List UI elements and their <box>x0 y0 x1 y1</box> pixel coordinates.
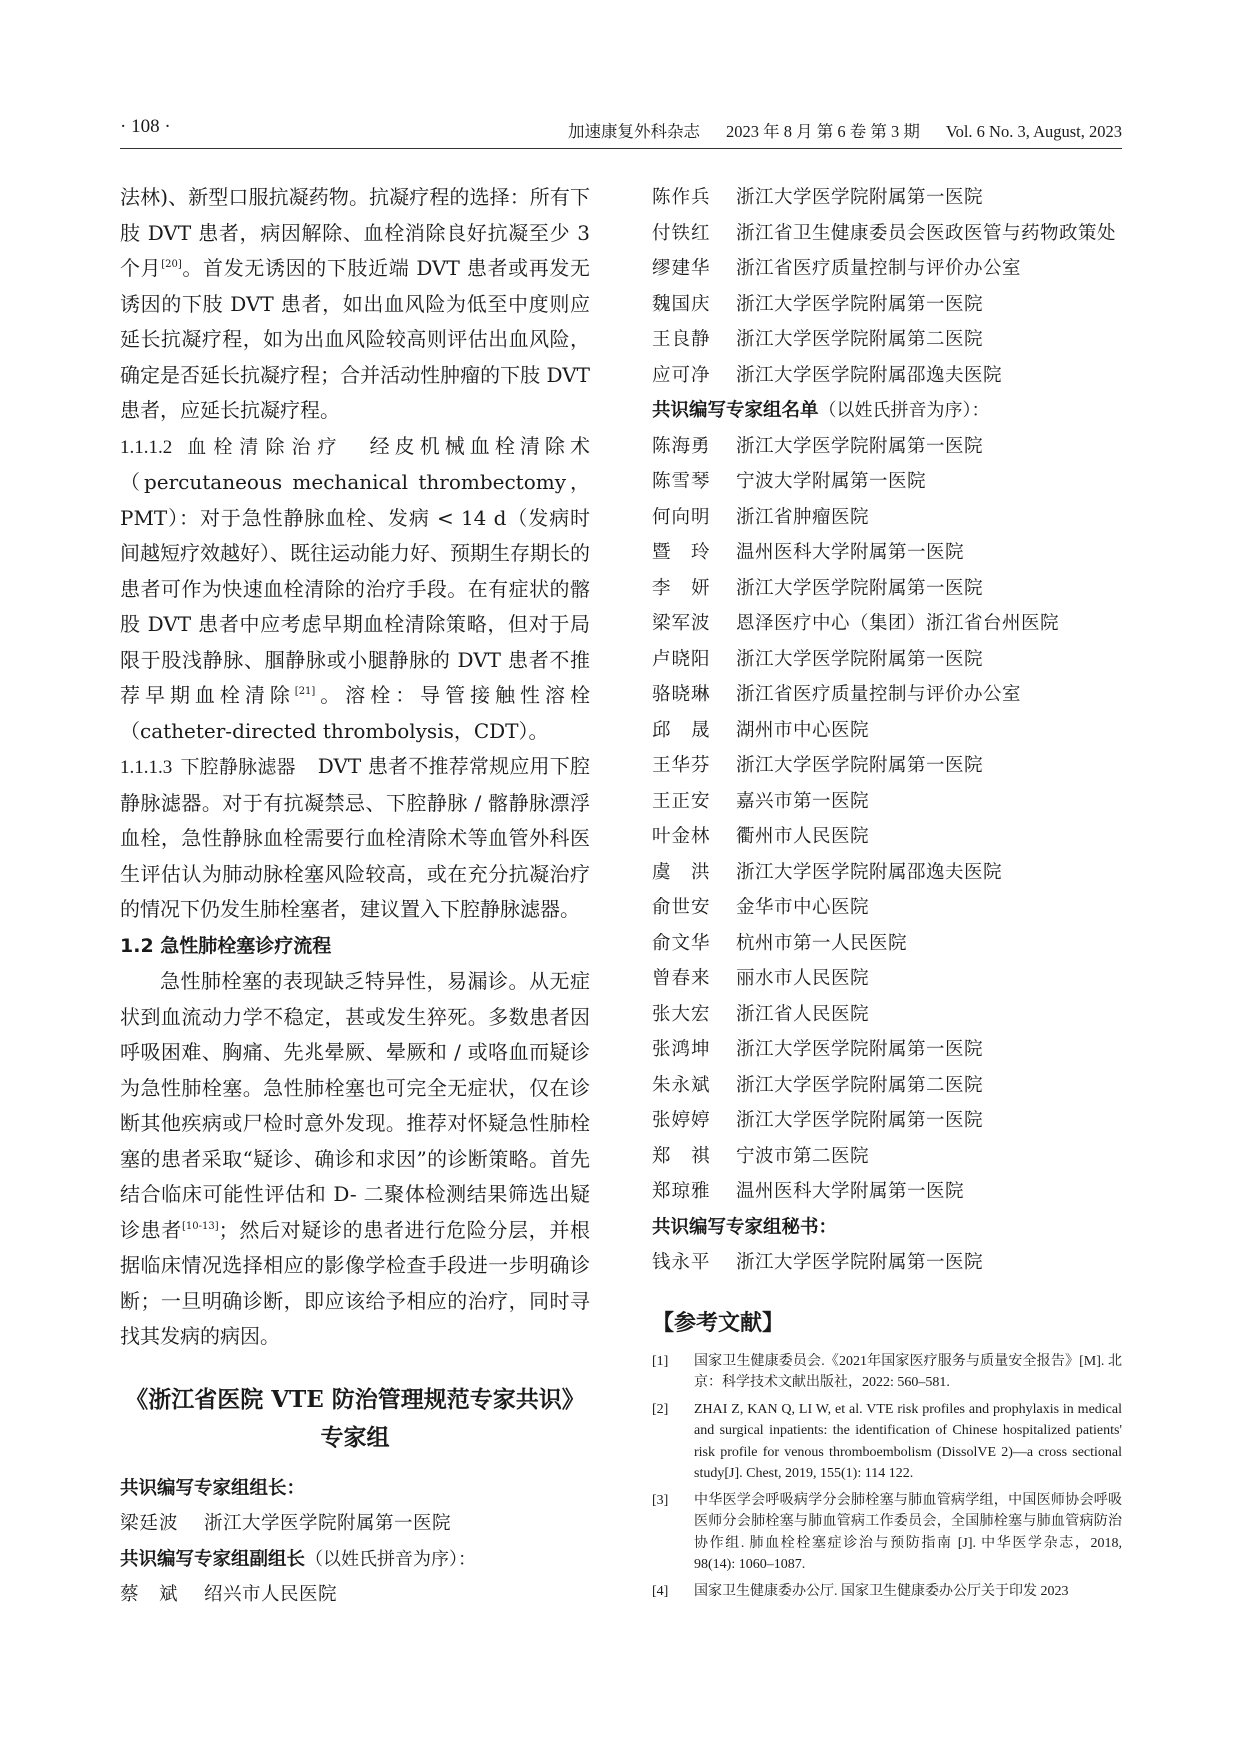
member-name: 郑琼雅 <box>652 1181 711 1202</box>
member-name: 俞文华 <box>652 932 711 954</box>
member-name: 王良静 <box>652 329 711 350</box>
member-organization: 浙江大学医学院附属邵逸夫医院 <box>736 861 1003 883</box>
member-row <box>652 748 1122 784</box>
member-organization: 浙江省医疗质量控制与评价办公室 <box>736 684 1022 705</box>
member-name: 骆晓琳 <box>652 684 711 705</box>
member-row <box>652 1032 1122 1068</box>
vice-leader-label: 共识编写专家组副组长（以姓氏拼音为序）： <box>120 1548 477 1570</box>
member-organization: 浙江大学医学院附属第一医院 <box>736 293 984 315</box>
member-row <box>652 464 1122 500</box>
section-title: 血栓清除治疗 <box>182 435 344 458</box>
member-organization: 浙江省人民医院 <box>736 1003 870 1025</box>
citation: [10-13] <box>182 1220 219 1232</box>
member-row <box>652 855 1122 891</box>
member-organization: 浙江大学医学院附属第一医院 <box>736 435 984 457</box>
member-name: 缪建华 <box>652 258 711 279</box>
member-name: 陈作兵 <box>652 187 711 208</box>
citation: [20] <box>161 259 182 270</box>
member-row <box>652 287 1122 323</box>
member-organization: 浙江大学医学院附属第二医院 <box>736 329 984 350</box>
section-1113: 1.1.1.3 下腔静脉滤器 DVT 患者不推荐常规应用下腔静脉滤器。对于有抗凝禁忌、下腔静脉 / 髂静脉漂浮血栓，急性静脉血栓需要行血栓清除术等血管外科医生评估认为肺动脉栓塞风险较高，或在充分抗凝治疗的情况下仍发生肺栓塞者，建议置入下腔静脉滤器。 <box>120 754 590 921</box>
member-organization: 浙江大学医学院附属第一医院 <box>736 1110 984 1131</box>
member-row <box>652 784 1122 820</box>
secretary-label: 共识编写专家组秘书： <box>652 1216 838 1238</box>
reference-text: 国家卫生健康委办公厅. 国家卫生健康委办公厅关于印发 2023 <box>694 1583 1069 1599</box>
member-organization: 恩泽医疗中心（集团）浙江省台州医院 <box>736 613 1060 634</box>
member-organization: 湖州市中心医院 <box>736 719 870 741</box>
member-row <box>652 890 1122 926</box>
left-column <box>120 180 590 1613</box>
member-organization: 浙江大学医学院附属第一医院 <box>736 648 984 670</box>
member-organization: 浙江大学医学院附属第一医院 <box>736 577 984 599</box>
member-name: 朱永斌 <box>652 1074 711 1096</box>
member-list <box>652 429 1122 1210</box>
right-column <box>652 180 1122 1607</box>
member-name: 应可净 <box>652 364 711 386</box>
section-1112: 1.1.1.2 血栓清除治疗 经皮机械血栓清除术（percutaneous mechanical thrombectomy，PMT）：对于急性静脉血栓、发病 < 14 d（发病时间越短疗效越好）、既往运动能力好、预期生存期长的患者可作为快速血栓清除的治疗手段。在有症状的髂股 DVT 患者中应考虑早期血栓清除策略，但对于局限于股浅静脉、腘静脉或小腿静脉的 DVT 患者不推荐早期血栓清除[21]。溶栓：导管接触性溶栓（catheter-directed thrombolysis，CDT）。 <box>120 433 591 743</box>
member-organization: 浙江大学医学院附属第一医院 <box>736 1039 984 1060</box>
member-row <box>652 571 1122 607</box>
paragraph-anticoagulation: 法林)、新型口服抗凝药物。抗凝疗程的选择：所有下肢 DVT 患者，病因解除、血栓消除良好抗凝至少 3 个月[20]。首发无诱因的下肢近端 DVT 患者或再发无诱因的下肢 DVT 患者，如出血风险为低至中度则应延长抗凝疗程，如为出血风险较高则评估出血风险，确定是否延长抗凝疗程；合并活动性肿瘤的下肢 DVT 患者，应延长抗凝疗程。 <box>120 185 590 422</box>
member-row <box>652 1174 1122 1210</box>
member-name: 王正安 <box>652 790 711 812</box>
member-row <box>652 251 1122 287</box>
member-name: 付铁红 <box>652 222 711 244</box>
member-row <box>652 500 1122 536</box>
member-row <box>652 429 1122 465</box>
member-name: 魏国庆 <box>652 293 711 315</box>
member-row <box>652 322 1122 358</box>
member-row <box>652 1139 1122 1175</box>
vice-leader-list <box>652 180 1122 393</box>
member-row <box>652 997 1122 1033</box>
member-organization: 杭州市第一人民医院 <box>736 932 908 954</box>
member-organization: 浙江大学医学院附属第一医院 <box>736 187 984 208</box>
issue-en: Vol. 6 No. 3, August, 2023 <box>945 122 1122 141</box>
member-organization: 浙江省医疗质量控制与评价办公室 <box>736 258 1022 279</box>
member-name: 李 妍 <box>652 577 711 599</box>
citation: [21] <box>294 686 316 697</box>
member-name: 俞世安 <box>652 897 711 918</box>
issue-cn: 2023 年 8 月 第 6 卷 第 3 期 <box>725 122 920 141</box>
member-name: 何向明 <box>652 506 711 528</box>
paragraph-pe: 急性肺栓塞的表现缺乏特异性，易漏诊。从无症状到血流动力学不稳定，甚或发生猝死。多数患者因呼吸困难、胸痛、先兆晕厥、晕厥和 / 或咯血而疑诊为急性肺栓塞。急性肺栓塞也可完全无症状，仅在诊断其他疾病或尸检时意外发现。推荐对怀疑急性肺栓塞的患者采取“疑诊、确诊和求因”的诊断策略。首先结合临床可能性评估和 D- 二聚体检测结果筛选出疑诊患者[10-13]；然后对疑诊的患者进行危险分层，并根据临床情况选择相应的影像学检查手段进一步明确诊断；一旦明确诊断，即应该给予相应的治疗，同时寻找其发病的病因。 <box>120 969 591 1348</box>
member-row <box>652 642 1122 678</box>
member-organization: 宁波大学附属第一医院 <box>736 471 927 492</box>
section-heading-1-2: 1.2 急性肺栓塞诊疗流程 <box>120 934 332 957</box>
member-organization: 丽水市人民医院 <box>736 968 870 989</box>
leader-label: 共识编写专家组组长： <box>120 1477 306 1499</box>
reference-item <box>652 1351 1122 1394</box>
member-organization: 宁波市第二医院 <box>736 1145 870 1167</box>
reference-text: 国家卫生健康委员会.《2021年国家医疗服务与质量安全报告》[M]. 北京：科学技术文献出版社，2022: 560–581. <box>694 1353 1122 1390</box>
member-name: 张鸿坤 <box>652 1039 711 1060</box>
journal-info <box>542 118 1122 142</box>
reference-text: 中华医学会呼吸病学分会肺栓塞与肺血管病学组，中国医师协会呼吸医师分会肺栓塞与肺血管病工作委员会，全国肺栓塞与肺血管病防治协作组. 肺血栓栓塞症诊治与预防指南 [J]. 中华医学杂志，2018, 98(14): 1060–1087. <box>694 1492 1122 1572</box>
member-row <box>652 926 1122 962</box>
member-row <box>652 819 1122 855</box>
member-name: 陈雪琴 <box>652 471 711 492</box>
member-row <box>652 606 1122 642</box>
reference-item <box>652 1399 1122 1485</box>
reference-number: [2] <box>652 1401 669 1417</box>
member-name: 卢晓阳 <box>652 648 711 670</box>
member-organization: 金华市中心医院 <box>736 897 870 918</box>
section-number: 1.1.1.2 <box>120 436 173 458</box>
reference-item <box>652 1581 1122 1603</box>
member-name: 郑 祺 <box>652 1145 711 1167</box>
member-row: 蔡 斌 绍兴市人民医院 <box>120 1584 338 1605</box>
member-row: 梁廷波 浙江大学医学院附属第一医院 <box>120 1513 452 1534</box>
member-row <box>652 1068 1122 1104</box>
member-name: 王华芬 <box>652 755 711 776</box>
reference-list <box>652 1351 1122 1603</box>
member-row <box>652 535 1122 571</box>
member-organization: 浙江大学医学院附属第一医院 <box>736 755 984 776</box>
member-organization: 温州医科大学附属第一医院 <box>736 542 965 563</box>
member-name: 叶金林 <box>652 826 711 847</box>
reference-text: ZHAI Z, KAN Q, LI W, et al. VTE risk profiles and prophylaxis in medical and surgical inpatients: the identification of Chinese hospitalized patients' risk profile for venous thromboembolism (DissolVE 2)—a cross sectional study[J]. Chest, 2019, 155(1): 114 122. <box>694 1401 1122 1481</box>
member-organization: 浙江省卫生健康委员会医政医管与药物政策处 <box>736 222 1117 244</box>
running-header <box>120 110 1122 149</box>
member-name: 虞 洪 <box>652 861 711 883</box>
member-name: 张婷婷 <box>652 1110 711 1131</box>
expert-group-title: 《浙江省医院 VTE 防治管理规范专家共识》 专家组 <box>125 1385 585 1451</box>
member-name: 曾春来 <box>652 968 711 989</box>
member-name: 梁军波 <box>652 613 711 634</box>
member-row <box>652 180 1122 216</box>
member-row <box>652 358 1122 394</box>
member-row: 钱永平 浙江大学医学院附属第一医院 <box>652 1252 984 1273</box>
member-row <box>652 1103 1122 1139</box>
member-name: 陈海勇 <box>652 435 711 457</box>
member-organization: 浙江大学医学院附属第二医院 <box>736 1074 984 1096</box>
member-organization: 衢州市人民医院 <box>736 826 870 847</box>
journal-name: 加速康复外科杂志 <box>567 122 700 141</box>
member-row <box>652 713 1122 749</box>
member-name: 暨 玲 <box>652 542 711 563</box>
section-title: 下腔静脉滤器 <box>180 756 296 778</box>
reference-number: [3] <box>652 1492 669 1508</box>
member-row <box>652 961 1122 997</box>
section-number: 1.1.1.3 <box>120 757 173 778</box>
member-name: 张大宏 <box>652 1003 711 1025</box>
reference-number: [4] <box>652 1583 669 1599</box>
reference-item <box>652 1490 1122 1576</box>
member-organization: 浙江省肿瘤医院 <box>736 506 870 528</box>
member-name: 邱 晟 <box>652 719 711 741</box>
member-organization: 嘉兴市第一医院 <box>736 790 870 812</box>
members-label: 共识编写专家组名单（以姓氏拼音为序）： <box>652 400 990 421</box>
member-row <box>652 677 1122 713</box>
member-organization: 浙江大学医学院附属邵逸夫医院 <box>736 364 1003 386</box>
page-number: · 108 · <box>120 116 171 137</box>
references-heading: 【参考文献】 <box>652 1310 785 1336</box>
reference-number: [1] <box>652 1353 669 1369</box>
member-row <box>652 216 1122 252</box>
member-organization: 温州医科大学附属第一医院 <box>736 1181 965 1202</box>
